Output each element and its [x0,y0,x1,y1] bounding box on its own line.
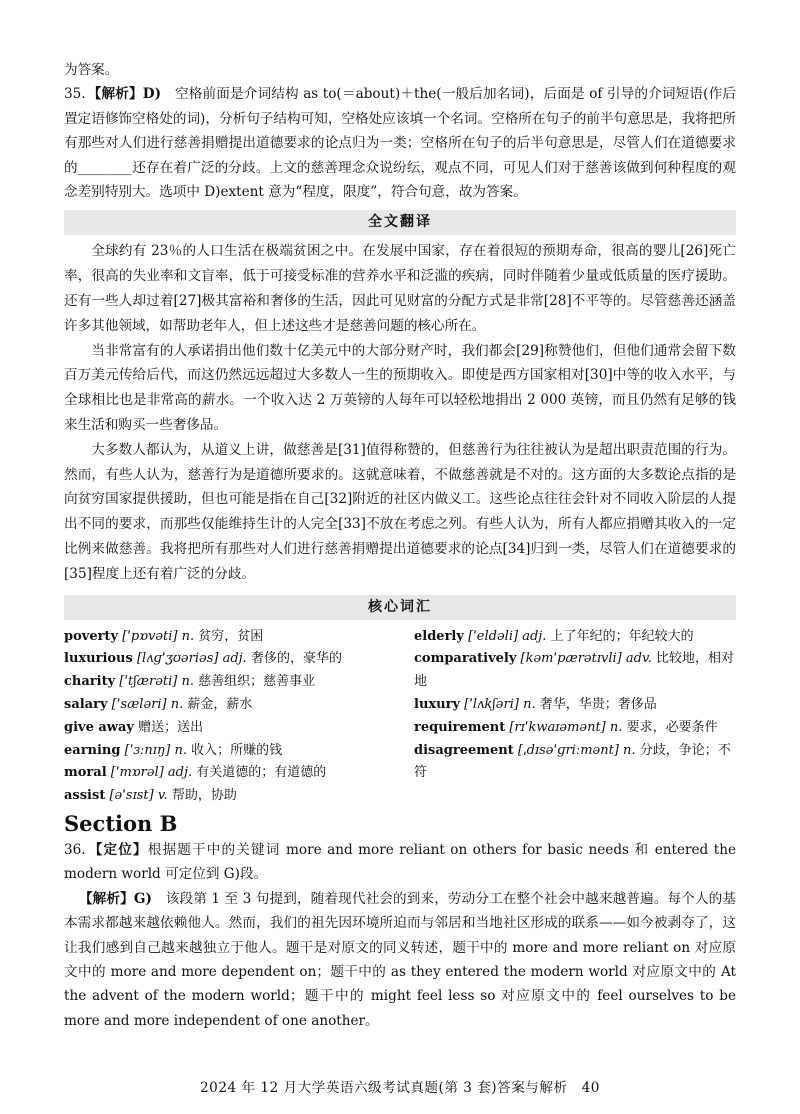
vocabulary-entry [64,762,400,785]
translation-paragraph-1: 全球约有 23％的人口生活在极端贫困之中。在发展中国家，存在着很短的预期寿命，很高的婴儿[26]死亡率，很高的失业率和文盲率，低于可接受标准的营养水平和泛滥的疾病，同时伴随着少量或低质量的医疗援助。还有一些人却过着[27]极其富裕和奢侈的生活，因此可见财富的分配方式是非常[28]不平等的。尽管慈善还涵盖许多其他领域，如帮助老年人，但上述这些才是慈善问题的核心所在。 [64,243,736,334]
vocab-meaning: 分歧，争论；不符 [414,742,731,781]
vocabulary-entry [64,717,400,740]
vocab-word: give away [64,719,134,735]
vocab-word: earning [64,742,121,758]
vocab-phonetic: [ˈpɒvəti] [122,628,178,644]
vocabulary-right-column [414,626,736,808]
vocabulary-header: 核心词汇 [64,595,736,620]
vocab-word: luxurious [64,651,133,667]
vocab-phonetic: [rɪˈkwaɪəmənt] [509,719,606,735]
q36-locate-text: 根据题干中的关键词 more and more reliant on others for basic needs 和 entered the modern world 可定位到 G)段。 [64,841,736,883]
translation-header: 全文翻译 [64,210,736,235]
vocab-phonetic: [ˈɜːnɪŋ] [124,742,171,758]
translation-paragraph-3: 大多数人都认为，从道义上讲，做慈善是[31]值得称赞的，但慈善行为往往被认为是超出职责范围的行为。然而，有些人认为，慈善行为是道德所要求的。这就意味着，不做慈善就是不对的。这方面的大多数论点指的是向贫穷国家提供援助，但也可能是指在自己[32]附近的社区内做义工。这些论点往往会针对不同收入阶层的人提出不同的要求，而那些仅能维持生计的人完全[33]不放在考虑之列。有些人认为，所有人都应捐赠其收入的一定比例来做慈善。我将把所有那些对人们进行慈善捐赠提出道德要求的论点[34]归到一类，尽管人们在道德要求的[35]程度上还有着广泛的分歧。 [64,441,736,582]
vocab-pos: n. [623,742,636,758]
vocab-pos: adv. [625,651,652,667]
q36-analysis-text: 该段第 1 至 3 句提到，随着现代社会的到来，劳动分工在整个社会中越来越普遍。每个人的基本需求都越来越依赖他人。然而，我们的祖先因环境所迫而与邻居和当地社区形成的联系——如今被剥夺了，这让我们感到自己越来越独立于他人。题干是对原文的同义转述，题干中的 more and more reliant on 对应原文中的 more and more dependent on；题干中的 as they entered the modern world 对应原文中的 At the advent of the modern world；题干中的 might feel less so 对应原文中的 feel ourselves to be more and more independent of one another。 [64,890,737,1029]
q35-answer-tag: 【解析】D) [87,86,162,103]
vocab-pos: n. [181,674,195,690]
q34-continuation: 为答案。 [64,62,119,78]
vocabulary-entry [414,717,736,740]
vocab-pos: n. [174,742,187,758]
vocab-word: luxury [414,696,460,712]
q35-analysis-text: 空格前面是介词结构 as to(＝about)＋the(一般后加名词)，后面是 of 引导的介词短语(作后置定语修饰空格处的词)，分析句子结构可知，空格处应该填一个名词。空格所在句子的前半句意思是，我将把所有那些对人们进行慈善捐赠提出道德要求的论点归为一类；空格所在句子的后半句意思是，尽管人们在道德要求的________还存在着广泛的分歧。上文的慈善理念众说纷纭，观点不同，可见人们对于慈善该做到何种程度的观念差别特别大。选项中 D)extent 意为“程度，限度”，符合句意，故为答案。 [64,86,736,201]
vocab-phonetic: [lʌɡˈʒʊəriəs] [136,651,219,667]
page-content [64,58,736,1033]
vocab-phonetic: [ˈlʌkʃəri] [464,696,519,712]
vocab-meaning: 帮助，协助 [171,788,237,804]
q36-locate [64,838,736,887]
vocab-meaning: 上了年纪的；年纪较大的 [550,628,694,644]
q35-number: 35. [64,86,86,103]
vocab-phonetic: [ˈeldəli] [468,628,519,644]
vocab-meaning: 奢侈的，豪华的 [250,651,342,667]
vocab-pos: adj. [167,765,193,781]
vocab-meaning: 薪金，薪水 [187,696,253,712]
vocab-pos: n. [170,696,184,712]
vocab-word: poverty [64,628,118,644]
q36-analysis-tag: 【解析】G) [78,890,152,907]
vocabulary-list [64,626,736,808]
vocab-word: elderly [414,628,464,644]
vocabulary-entry [414,740,736,786]
vocabulary-entry [414,694,736,717]
vocab-pos: n. [181,628,195,644]
vocab-meaning: 有关道德的；有道德的 [196,765,327,781]
vocab-phonetic: [ˌdɪsəˈɡriːmənt] [517,742,619,758]
vocabulary-entry [64,671,400,694]
vocabulary-entry [64,648,400,671]
vocab-word: charity [64,674,116,690]
q36-number: 36. [64,841,86,858]
vocabulary-entry [64,626,400,649]
translation-paragraph-2: 当非常富有的人承诺捐出他们数十亿美元中的大部分财产时，我们都会[29]称赞他们，但他们通常会留下数百万美元传给后代，而这仍然远远超过大多数人一生的预期收入。即使是西方国家相对[30]中等的收入水平，与全球相比也是非常高的薪水。一个收入达 2 万英镑的人每年可以轻松地捐出 2 000 英镑，而且仍然有足够的钱来生活和购买一些奢侈品。 [64,342,736,434]
vocab-meaning: 奢华，华贵；奢侈品 [539,696,657,712]
vocab-word: disagreement [414,742,514,758]
vocab-meaning: 贫穷，贫困 [198,628,264,644]
vocabulary-entry [64,694,400,717]
vocabulary-entry [414,648,736,694]
vocabulary-entry [64,740,400,763]
vocab-phonetic: [əˈsɪst] [109,788,154,804]
vocab-meaning: 收入；所赚的钱 [191,742,283,758]
vocab-meaning: 要求，必要条件 [626,719,718,735]
vocab-pos: n. [609,719,623,735]
vocab-pos: n. [523,696,536,712]
page-footer: 2024 年 12 月大学英语六级考试真题(第 3 套)答案与解析 40 [200,1080,600,1096]
vocab-pos: adj. [222,651,247,667]
vocab-phonetic: [ˈtʃærəti] [119,674,178,690]
vocab-word: comparatively [414,651,517,667]
vocab-pos: adj. [522,628,547,644]
vocab-phonetic: [ˈmɒrəl] [110,765,164,781]
vocabulary-entry [414,626,736,649]
vocab-word: salary [64,696,108,712]
q35-analysis [64,82,736,204]
vocab-phonetic: [kəmˈpærətɪvli] [520,651,622,667]
vocabulary-left-column [64,626,400,808]
q36-locate-tag: 【定位】 [87,841,148,858]
translation-body [64,239,736,586]
vocab-word: assist [64,788,106,804]
vocab-word: moral [64,765,107,781]
vocab-meaning: 慈善组织；慈善事业 [198,674,316,690]
q36-analysis [64,887,736,1033]
vocabulary-entry [64,785,400,808]
vocab-meaning: 比较地，相对地 [414,651,735,690]
vocab-pos: v. [157,788,168,804]
vocab-phonetic: [ˈsæləri] [111,696,167,712]
vocab-word: requirement [414,719,506,735]
vocab-meaning: 赠送；送出 [138,719,204,735]
section-b-title: Section B [64,810,178,836]
